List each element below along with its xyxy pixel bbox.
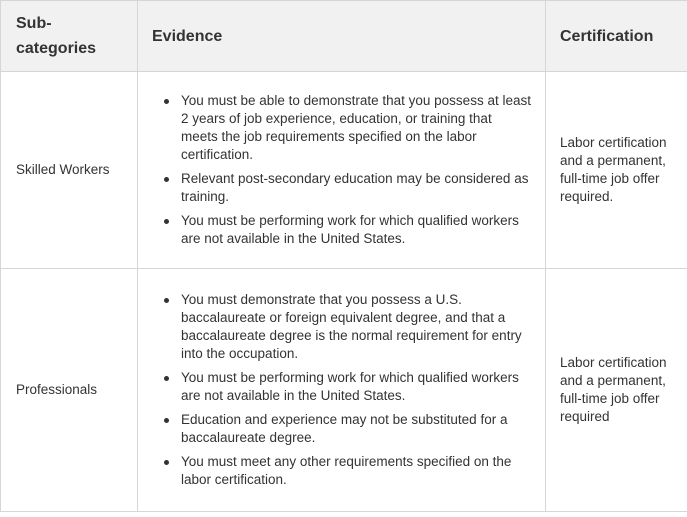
evidence-text: You must be able to demonstrate that you possess at least 2 years of job experience, education, or training that meets the job requirements specified on the labor certification. <box>181 93 531 162</box>
table-row <box>1 269 687 512</box>
evidence-text: You must be performing work for which qualified workers are not available in the United States. <box>181 213 519 246</box>
evidence-text: You must be performing work for which qualified workers are not available in the United States. <box>181 370 519 403</box>
header-subcategories-label: Sub- categories <box>16 15 97 57</box>
subcategory-label: Skilled Workers <box>16 162 110 177</box>
bullet-icon <box>164 376 169 381</box>
evidence-item <box>181 369 531 405</box>
evidence-text: You must meet any other requirements specified on the labor certification. <box>181 454 512 487</box>
evidence-item <box>181 212 531 248</box>
table-row <box>1 72 687 269</box>
header-subcategories <box>1 1 138 72</box>
evidence-cell <box>138 269 546 512</box>
certification-text: Labor certification and a permanent, full-time job offer required. <box>560 135 667 204</box>
header-certification <box>546 1 687 72</box>
header-evidence-label: Evidence <box>152 27 223 45</box>
evidence-list <box>162 291 531 489</box>
evidence-item <box>181 453 531 489</box>
certification-cell <box>546 269 687 512</box>
certification-cell <box>546 72 687 269</box>
evidence-text: Education and experience may not be substituted for a baccalaureate degree. <box>181 412 508 445</box>
evidence-text: You must demonstrate that you possess a U.S. baccalaureate or foreign equivalent degree, and that a baccalaureate degree is the normal requirement for entry into the occupation. <box>181 292 522 361</box>
evidence-item <box>181 170 531 206</box>
bullet-icon <box>164 177 169 182</box>
header-certification-label: Certification <box>560 27 654 45</box>
bullet-icon <box>164 460 169 465</box>
header-evidence <box>138 1 546 72</box>
certification-text: Labor certification and a permanent, full-time job offer required <box>560 355 667 424</box>
bullet-icon <box>164 418 169 423</box>
evidence-cell <box>138 72 546 269</box>
bullet-icon <box>164 298 169 303</box>
bullet-icon <box>164 219 169 224</box>
subcategory-cell <box>1 72 138 269</box>
table-header-row <box>1 1 687 72</box>
bullet-icon <box>164 99 169 104</box>
subcategory-cell <box>1 269 138 512</box>
evidence-item <box>181 411 531 447</box>
evidence-text: Relevant post-secondary education may be considered as training. <box>181 171 529 204</box>
evidence-item <box>181 92 531 164</box>
evidence-item <box>181 291 531 363</box>
subcategory-label: Professionals <box>16 382 98 397</box>
evidence-list <box>162 92 531 248</box>
